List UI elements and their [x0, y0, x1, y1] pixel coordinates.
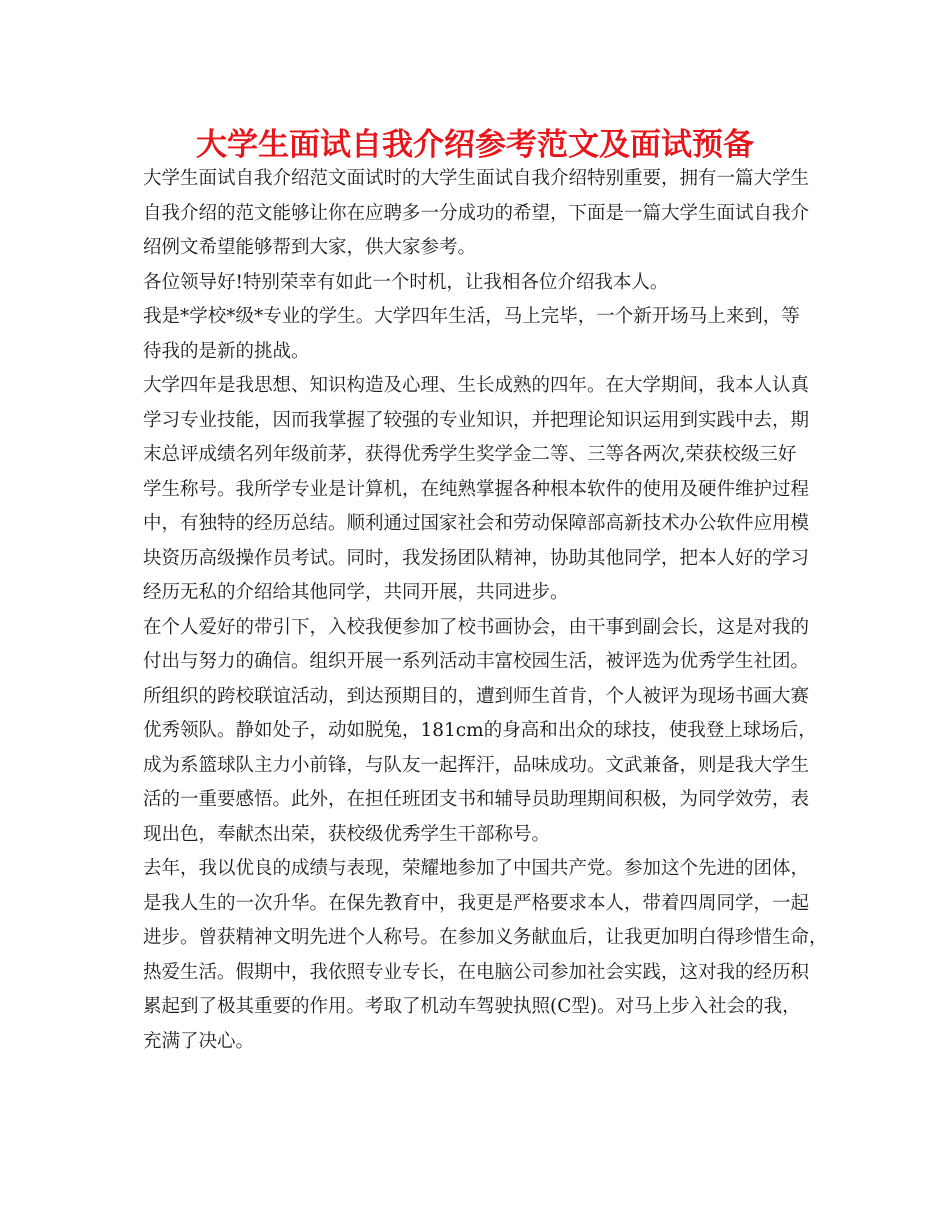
- text-line: 优秀领队。静如处子，动如脱兔，181cm的身高和出众的球技，使我登上球场后，: [143, 720, 817, 741]
- document-title: 大学生面试自我介绍参考范文及面试预备: [196, 127, 754, 163]
- paragraph-identity: [143, 300, 813, 369]
- text-line: 所组织的跨校联谊活动，到达预期目的，遭到师生首肯，个人被评为现场书画大赛: [143, 685, 810, 707]
- paragraph-intro: [143, 162, 813, 266]
- text-line: 付出与努力的确信。组织开展一系列活动丰富校园生活，被评选为优秀学生社团。: [143, 651, 810, 672]
- text-line: 是我人生的一次升华。在保先教育中，我更是严格要求本人，带着四周同学，一起: [143, 892, 810, 914]
- text-line: 热爱生活。假期中，我依照专业专长，在电脑公司参加社会实践，这对我的经历积: [143, 961, 810, 983]
- text-line: 末总评成绩名列年级前茅，获得优秀学生奖学金二等、三等各两次,荣获校级三好: [143, 444, 797, 465]
- text-line: 现出色，奉献杰出荣，获校级优秀学生干部称号。: [143, 823, 551, 845]
- text-line: 各位领导好!特别荣幸有如此一个时机，让我相各位介绍我本人。: [143, 271, 669, 293]
- paragraph-greeting: [143, 266, 813, 301]
- text-line: 大学生面试自我介绍范文面试时的大学生面试自我介绍特别重要，拥有一篇大学生: [143, 168, 810, 189]
- paragraph-university-study: [143, 369, 813, 611]
- text-line: 去年，我以优良的成绩与表现，荣耀地参加了中国共产党。参加这个先进的团体，: [143, 858, 810, 879]
- text-line: 活的一重要感悟。此外，在担任班团支书和辅导员助理期间积极，为同学效劳，表: [143, 789, 810, 810]
- text-line: 自我介绍的范文能够让你在应聘多一分成功的希望，下面是一篇大学生面试自我介: [143, 202, 810, 224]
- text-line: 块资历高级操作员考试。同时，我发扬团队精神，协助其他同学，把本人好的学习: [143, 547, 810, 569]
- text-line: 经历无私的介绍给其他同学，共同开展，共同进步。: [143, 582, 569, 603]
- document-body: [143, 162, 828, 1059]
- text-line: 进步。曾获精神文明先进个人称号。在参加义务献血后，让我更加明白得珍惜生命，: [143, 927, 828, 948]
- text-line: 学生称号。我所学专业是计算机，在纯熟掌握各种根本软件的使用及硬件维护过程: [143, 478, 810, 500]
- paragraph-party: [143, 852, 828, 1059]
- paragraph-hobbies: [143, 611, 817, 853]
- text-line: 中，有独特的经历总结。顺利通过国家社会和劳动保障部高新技术办公软件应用模: [143, 513, 810, 534]
- text-line: 待我的是新的挑战。: [143, 340, 310, 362]
- text-line: 充满了决心。: [143, 1030, 255, 1052]
- text-line: 成为系篮球队主力小前锋，与队友一起挥汗，品味成功。文武兼备，则是我大学生: [143, 754, 810, 776]
- text-line: 绍例文希望能够帮到大家，供大家参考。: [143, 237, 477, 258]
- text-line: 累起到了极其重要的作用。考取了机动车驾驶执照(C型)。对马上步入社会的我，: [143, 996, 801, 1017]
- text-line: 大学四年是我思想、知识构造及心理、生长成熟的四年。在大学期间，我本人认真: [143, 375, 810, 396]
- text-line: 我是*学校*级*专业的学生。大学四年生活，马上完毕，一个新开场马上来到，等: [143, 306, 800, 327]
- text-line: 在个人爱好的带引下，入校我便参加了校书画协会，由干事到副会长，这是对我的: [143, 616, 810, 638]
- text-line: 学习专业技能，因而我掌握了较强的专业知识，并把理论知识运用到实践中去，期: [143, 409, 810, 431]
